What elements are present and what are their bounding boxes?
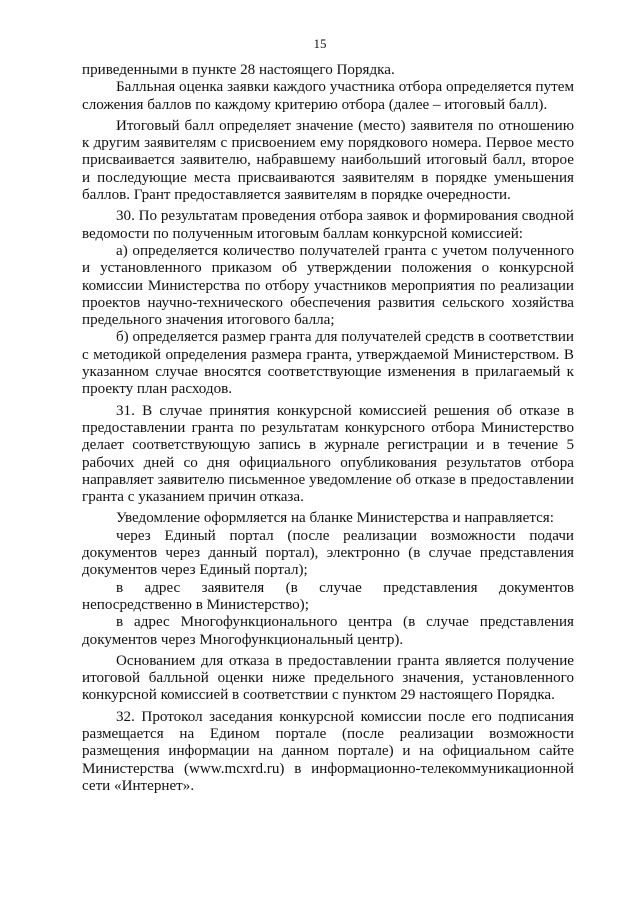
paragraph-clause-31: 31. В случае принятия конкурсной комиссией решения об отказе в предоставлении гранта по результатам конкурсного отбора Министерство делает соответствующую запись в журнале регистрации и в течение 5 рабочих дней со дня официального опубликования результатов отбора направляет заявителю письменное уведомление об отказе в предоставлении гранта с указанием причин отказа.	[82, 402, 574, 506]
paragraph-clause-32: 32. Протокол заседания конкурсной комиссии после его подписания размещается на Едином портале (после реализации возможности размещения информации на данном портале) и на официальном сайте Министерства (www.mcxrd.ru) в информационно-телекоммуникационной сети «Интернет».	[82, 708, 574, 794]
paragraph-clause-30-a: а) определяется количество получателей гранта с учетом полученного и установленного приказом об утверждении положения о конкурсной комиссии Министерства по отбору участников мероприятия по реализации проектов научно-технического обеспечения развития сельского хозяйства предельного значения итогового балла;	[82, 242, 574, 329]
paragraph-continuation: приведенными в пункте 28 настоящего Порядка.	[82, 62, 395, 78]
document-body	[82, 62, 574, 795]
paragraph-notification-applicant: в адрес заявителя (в случае представления документов непосредственно в Министерство);	[82, 579, 574, 613]
paragraph-notification-portal: через Единый портал (после реализации возможности подачи документов через данный портал), электронно (в случае представления документов через Единый портал);	[82, 527, 574, 579]
paragraph-final-score-ranking: Итоговый балл определяет значение (место) заявителя по отношению к другим заявителям с присвоением ему порядкового номера. Первое место присваивается заявителю, набравшему наибольший итоговый балл, второе и последующие места присваиваются заявителям в порядке уменьшения баллов. Грант предоставляется заявителям в порядке очередности.	[82, 117, 574, 204]
paragraph-clause-30-b: б) определяется размер гранта для получателей средств в соответствии с методикой определения размера гранта, утверждаемой Министерством. В указанном случае вносятся соответствующие изменения в прилагаемый к проекту план расходов.	[82, 329, 574, 398]
paragraph-refusal-grounds: Основанием для отказа в предоставлении гранта является получение итоговой балльной оценки ниже предельного значения, установленного конкурсной комиссией в соответствии с пунктом 29 настоящего Порядка.	[82, 652, 574, 704]
page-number: 15	[313, 36, 327, 51]
paragraph-notification-mfc: в адрес Многофункционального центра (в случае представления документов через Многофункциональный центр).	[82, 614, 574, 648]
paragraph-score-calculation: Балльная оценка заявки каждого участника отбора определяется путем сложения баллов по каждому критерию отбора (далее – итоговый балл).	[82, 79, 574, 113]
paragraph-clause-30: 30. По результатам проведения отбора заявок и формирования сводной ведомости по полученным итоговым баллам конкурсной комиссией:	[82, 208, 574, 242]
paragraph-notification-intro: Уведомление оформляется на бланке Министерства и направляется:	[116, 510, 554, 527]
